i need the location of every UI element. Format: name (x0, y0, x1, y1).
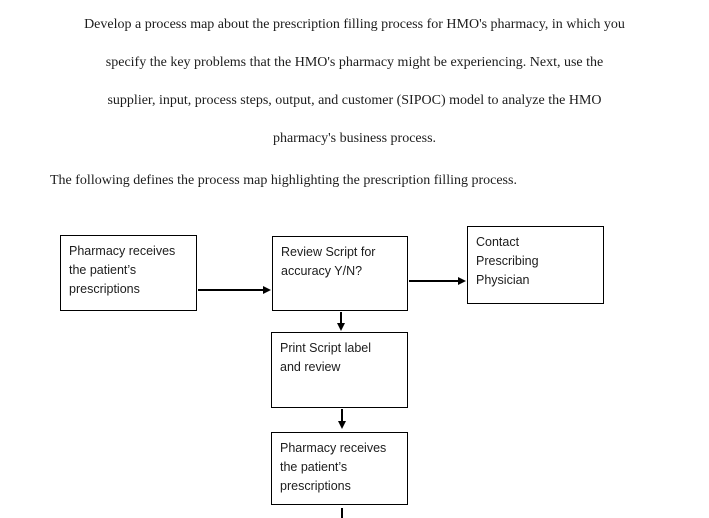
flow-box-line: prescriptions (280, 479, 351, 493)
arrow-line-box1-to-box2 (198, 289, 264, 291)
flow-box-print-label (271, 332, 408, 408)
flow-box-line: Physician (476, 273, 530, 287)
process-map-caption: The following defines the process map highlighting the prescription filling process. (50, 173, 517, 188)
flow-box-pharmacy-receives-1 (60, 235, 197, 311)
arrowhead-right-icon (263, 286, 271, 294)
flow-box-line: Contact (476, 235, 520, 249)
flow-box-line: Review Script for (281, 245, 376, 259)
arrowhead-down-icon (337, 323, 345, 331)
flow-box-line: the patient’s (280, 460, 348, 474)
arrowhead-down-icon (338, 421, 346, 429)
instructions-line-3: supplier, input, process steps, output, and customer (SIPOC) model to analyze the HMO (107, 93, 602, 108)
arrow-stub-below-box5 (341, 508, 343, 518)
instructions-line-2: specify the key problems that the HMO's pharmacy might be experiencing. Next, use the (105, 55, 604, 70)
flow-box-line: the patient’s (69, 263, 137, 277)
flow-box-line: and review (280, 360, 341, 374)
instructions-line-4: pharmacy's business process. (272, 131, 437, 146)
flow-box-line: Pharmacy receives (69, 244, 176, 258)
flow-box-review-script (272, 236, 408, 311)
flow-box-line: accuracy Y/N? (281, 264, 363, 278)
flow-box-line: Print Script label (280, 341, 372, 355)
flow-box-line: prescriptions (69, 282, 140, 296)
flow-box-line: Prescribing (476, 254, 539, 268)
instructions-line-1: Develop a process map about the prescription filling process for HMO's pharmacy, in which you (84, 17, 625, 32)
flow-box-pharmacy-receives-2 (271, 432, 408, 505)
arrowhead-right-icon (458, 277, 466, 285)
flow-box-line: Pharmacy receives (280, 441, 387, 455)
arrow-line-box2-to-box3 (409, 280, 459, 282)
assignment-instructions (40, 6, 669, 158)
flow-box-contact-physician (467, 226, 604, 304)
